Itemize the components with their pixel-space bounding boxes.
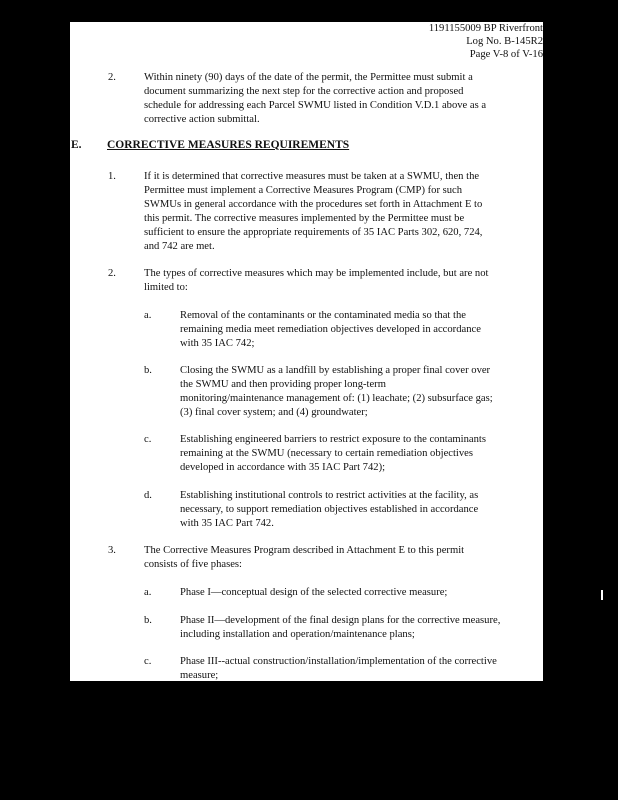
subitem-line: Phase I—conceptual design of the selected corrective measure; [180, 587, 448, 598]
intro-item-line: Within ninety (90) days of the date of the permit, the Permittee must submit a [144, 72, 473, 83]
item-line: If it is determined that corrective measures must be taken at a SWMU, then the [144, 171, 480, 182]
section-title: CORRECTIVE MEASURES REQUIREMENTS [107, 139, 350, 151]
item-line: SWMUs in general accordance with the procedures set forth in Attachment E to [144, 199, 483, 210]
subitem-line: the SWMU and then providing proper long-term [180, 379, 386, 390]
header-page-number: Page V-8 of V-16 [469, 49, 543, 60]
intro-item-number: 2. [108, 72, 116, 83]
subitem-letter: c. [144, 434, 152, 445]
item-line: limited to: [144, 282, 188, 293]
subitem-letter: a. [144, 587, 152, 598]
subitem-line: Establishing institutional controls to restrict activities at the facility, as [180, 490, 479, 501]
subitem-line: Removal of the contaminants or the contaminated media so that the [180, 310, 466, 321]
subitem-line: (3) final cover system; and (4) groundwater; [180, 407, 368, 418]
subitem-line: Phase III--actual construction/installation/implementation of the corrective [180, 656, 497, 667]
document-page [70, 22, 543, 681]
subitem-line: monitoring/maintenance management of: (1) leachate; (2) subsurface gas; [180, 393, 493, 404]
item-line: this permit. The corrective measures implemented by the Permittee must be [144, 213, 465, 224]
subitem-line: developed in accordance with 35 IAC Part 742); [180, 462, 386, 473]
subitem-line: necessary, to support remediation objectives established in accordance [180, 504, 479, 515]
subitem-line: Closing the SWMU as a landfill by establishing a proper final cover over [180, 365, 491, 376]
subitem-letter: d. [144, 490, 152, 501]
subitem-line: remaining at the SWMU (necessary to certain remediation objectives [180, 448, 473, 459]
subitem-line: measure; [180, 670, 219, 681]
item-number: 3. [108, 545, 116, 556]
subitem-line: Phase II—development of the final design plans for the corrective measure, [180, 615, 501, 626]
item-number: 1. [108, 171, 116, 182]
item-line: The Corrective Measures Program described in Attachment E to this permit [144, 545, 465, 556]
intro-item-line: schedule for addressing each Parcel SWMU listed in Condition V.D.1 above as a [144, 100, 487, 111]
header-log-number: Log No. B-145R2 [466, 36, 543, 47]
header-permit-line: 1191155009 BP Riverfront [428, 23, 543, 34]
subitem-letter: c. [144, 656, 152, 667]
item-line: sufficient to ensure the appropriate requirements of 35 IAC Parts 302, 620, 724, [144, 227, 483, 238]
subitem-letter: a. [144, 310, 152, 321]
subitem-letter: b. [144, 615, 152, 626]
intro-item-line: corrective action submittal. [144, 114, 260, 125]
subitem-letter: b. [144, 365, 152, 376]
intro-item-line: document summarizing the next step for the corrective action and proposed [144, 86, 464, 97]
item-line: consists of five phases: [144, 559, 242, 570]
item-number: 2. [108, 268, 116, 279]
item-line: Permittee must implement a Corrective Measures Program (CMP) for such [144, 185, 463, 196]
item-line: and 742 are met. [144, 241, 215, 252]
subitem-line: with 35 IAC 742; [180, 338, 255, 349]
subitem-line: including installation and operation/maintenance plans; [180, 629, 415, 640]
subitem-line: with 35 IAC Part 742. [180, 518, 274, 529]
section-letter: E. [71, 139, 82, 151]
scan-artifact [601, 590, 603, 600]
subitem-line: Establishing engineered barriers to restrict exposure to the contaminants [180, 434, 486, 445]
item-line: The types of corrective measures which may be implemented include, but are not [144, 268, 489, 279]
subitem-line: remaining media meet remediation objectives developed in accordance [180, 324, 481, 335]
